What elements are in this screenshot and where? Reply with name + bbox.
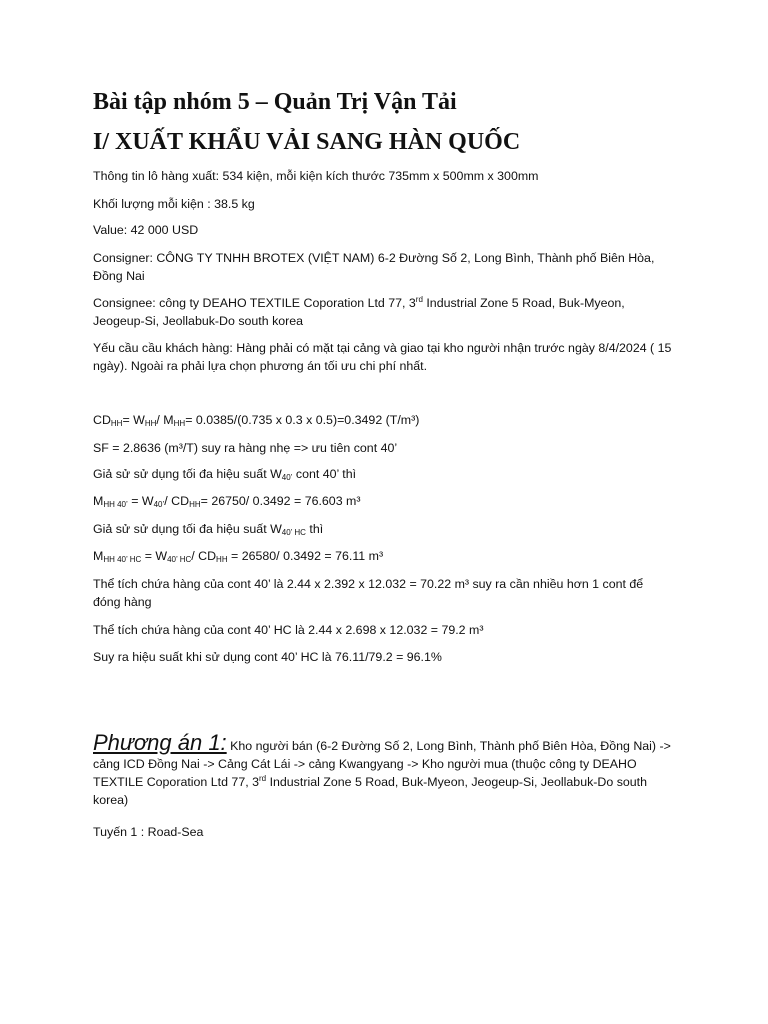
volume-40hc: Thể tích chứa hàng của cont 40’ HC là 2.44 x 2.698 x 12.032 = 79.2 m³: [93, 623, 484, 637]
sf-formula: SF = 2.8636 (m³/T) suy ra hàng nhẹ => ưu tiên cont 40’: [93, 441, 398, 455]
document-title: Bài tập nhóm 5 – Quản Trị Vận Tải: [93, 89, 457, 115]
consigner: Consigner: CÔNG TY TNHH BROTEX (VIỆT NAM) 6-2 Đường Số 2, Long Bình, Thành phố Biên Hòa, Đồng Nai: [93, 251, 655, 283]
m-40hc-formula: $M_{HH 40’ HC} = W_{40’ HC}/$ $CD_{HH} = 26580/$ 0.3492 = 76.11 m³: [93, 549, 384, 564]
cd-formula: $CD_{HH}= W_{HH}/$ $M_{HH}= 0.0385/(0.735$ x 0.3 x 0.5)=0.3492 (T/m³): [93, 413, 420, 428]
shipment-info: Thông tin lô hàng xuất: 534 kiện, mỗi kiện kích thước 735mm x 500mm x 300mm: [93, 169, 539, 183]
package-weight: Khối lượng mỗi kiện : 38.5 kg: [93, 197, 255, 211]
m-40-formula: $M_{HH 40’} = W_{40’}/$ $CD_{HH}= 26750/$ 0.3492 = 76.603 m³: [93, 494, 361, 509]
customer-requirement: Yếu cầu cầu khách hàng: Hàng phải có mặt tại cảng và giao tại kho người nhận trước ngày 8/4/2024 ( 15 ngày). Ngoài ra phải lựa chọn phương án tối ưu chi phí nhất.: [93, 341, 672, 373]
consignee: Consignee: công ty DEAHO TEXTILE Coporation Ltd 77, 3rd Industrial Zone 5 Road, Buk-Myeon, Jeogeup-Si, Jeollabuk-Do south korea: [93, 295, 625, 328]
section-heading: I/ XUẤT KHẨU VẢI SANG HÀN QUỐC: [93, 129, 521, 155]
volume-40: Thể tích chứa hàng của cont 40’ là 2.44 x 2.392 x 12.032 = 70.22 m³ suy ra cần nhiều hơn 1 cont để đóng hàng: [93, 577, 644, 609]
plan-1-title: Phương án 1:: [93, 730, 227, 755]
plan-1: Phương án 1: Kho người bán (6-2 Đường Số 2, Long Bình, Thành phố Biên Hòa, Đồng Nai) -> cảng ICD Đồng Nai -> Cảng Cát Lái -> cảng Kwangyang -> Kho người mua (thuộc công ty DEAHO TEXTILE Coporation Ltd 77, 3rd Industrial Zone 5 Road, Buk-Myeon, Jeogeup-Si, Jeollabuk-Do south korea): [93, 730, 671, 807]
efficiency: Suy ra hiệu suất khi sử dụng cont 40’ HC là 76.11/79.2 = 96.1%: [93, 650, 442, 664]
route-1: Tuyến 1 : Road-Sea: [93, 825, 204, 839]
shipment-value: Value: 42 000 USD: [93, 223, 199, 237]
assumption-40hc: Giả sử sử dụng tối đa hiệu suất $W_{40’ HC}$ thì: [93, 522, 324, 537]
assumption-40: Giả sử sử dụng tối đa hiệu suất $W_{40’}$ cont 40’ thì: [93, 467, 357, 482]
